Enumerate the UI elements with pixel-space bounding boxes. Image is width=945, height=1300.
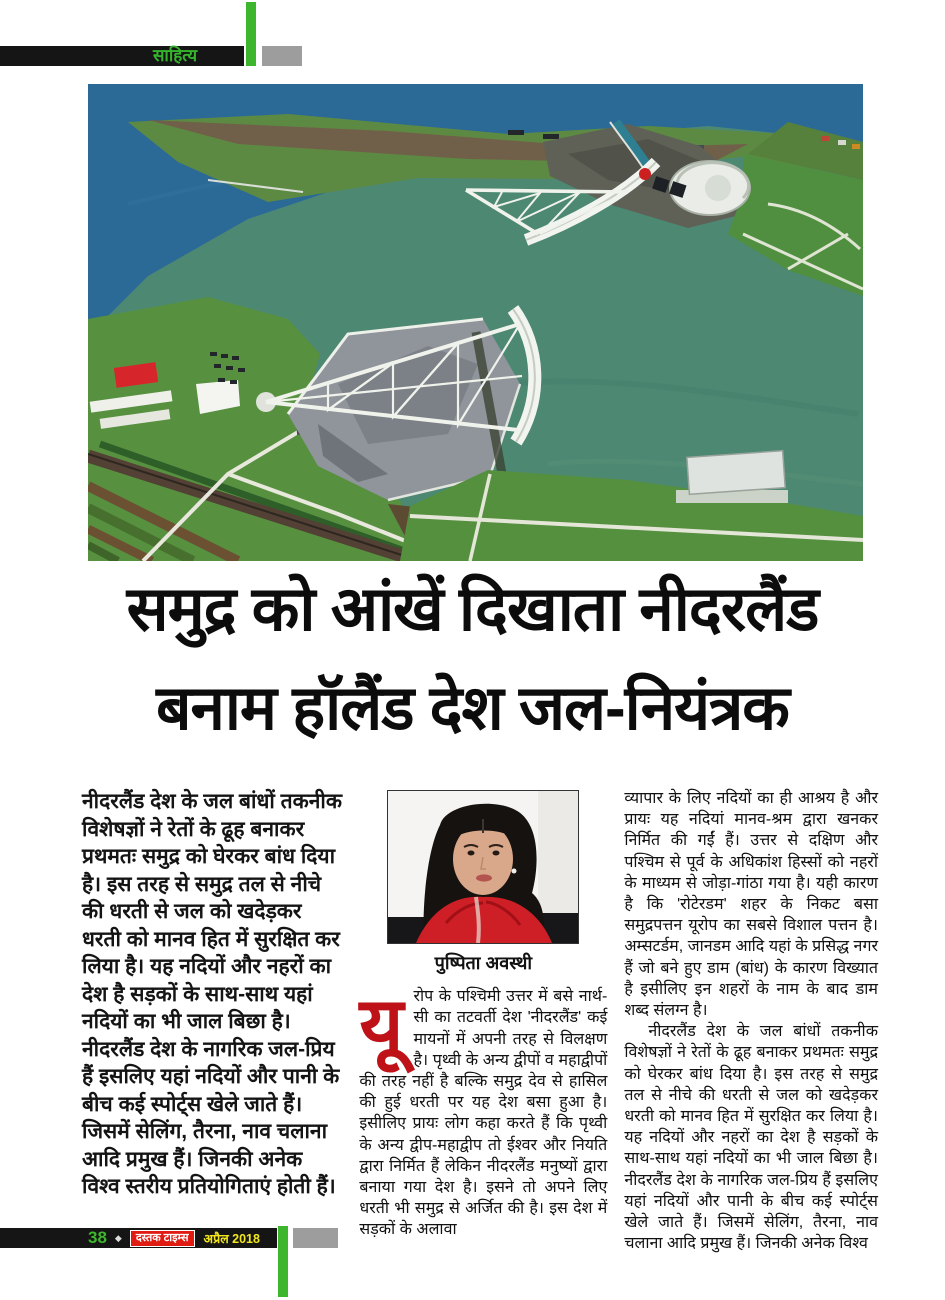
article-body [82, 788, 878, 1254]
author-name: पुष्पिता अवस्थी [434, 953, 533, 973]
magazine-logo: दस्तक टाइम्स [130, 1230, 195, 1247]
issue-date: अप्रैल 2018 [203, 1231, 260, 1246]
column3-paragraph-2: नीदरलैंड देश के जल बांधों तकनीक विशेषज्ञों ने रेतों के ढूह बनाकर प्रथमतः समुद्र को घेरकर बांध दिया है। इस तरह से समुद्र तल से नीचे की धरती से जल को खदेड़कर धरती को मानव हित में सुरक्षित कर लिया है। यह नदियों और नहरों का देश है सड़कों के साथ-साथ यहां नदियों का भी जाल बिछा है। नीदरलैंड देश के नागरिक जल-प्रिय हैं इसलिए यहां नदियों और पानी के बीच कई स्पोर्ट्स खेले जाते हैं। जिसमें सेलिंग, तैरना, नाव चलाना आदि प्रमुख हैं। जिनकी अनेक विश्व [624, 1023, 878, 1253]
footer-gray-block [293, 1228, 338, 1248]
column2-text: रोप के पश्चिमी उत्तर में बसे नार्थ-सी का तटवर्ती देश 'नीदरलैंड' कई मायनों में अपनी तरह से विलक्षण है। पृथ्वी के अन्य द्वीपों व महाद्वीपों की तरह नहीं है बल्कि समुद्र देव से हासिल की हुई धरती पर यह देश बसा हुआ है। इसीलिए प्रायः लोग कहा करते हैं कि पृथ्वी के अन्य द्वीप-महाद्वीप तो ईश्वर और नियति द्वारा निर्मित हैं लेकिन नीदरलैंड मनुष्यों द्वारा बनाया गया देश है। इसने तो अपने लिए धरती भी समुद्र से अर्जित की है। इस देश में सड़कों के अलावा [359, 988, 608, 1239]
large-white-building [687, 451, 785, 495]
lead-paragraph: नीदरलैंड देश के जल बांधों तकनीक विशेषज्ञों ने रेतों के ढूह बनाकर प्रथमतः समुद्र को घेरकर बांध दिया है। इस तरह से समुद्र तल से नीचे की धरती से जल को खदेड़कर धरती को मानव हित में सुरक्षित कर लिया है। यह नदियों और नहरों का देश है सड़कों के साथ-साथ यहां नदियों का भी जाल बिछा है। नीदरलैंड देश के नागरिक जल-प्रिय हैं इसलिए यहां नदियों और पानी के बीच कई स्पोर्ट्स खेले जाते हैं। जिसमें सेलिंग, तैरना, नाव चलाना आदि प्रमुख हैं। जिनकी अनेक विश्व स्तरीय प्रतियोगिताएं होती हैं। [82, 790, 342, 1198]
header-gray-block [262, 46, 302, 66]
section-header-bar [0, 46, 244, 66]
section-label: साहित्य [152, 46, 198, 65]
article-headline [0, 560, 945, 758]
footer-green-bar [278, 1226, 288, 1297]
headline-line2: बनाम हॉलैंड देश जल-नियंत्रक [156, 674, 789, 743]
column3-paragraph-1: व्यापार के लिए नदियों का ही आश्रय है और प्रायः यह नदियां मानव-श्रम द्वारा खनकर निर्मित की गईं हैं। उत्तर से दक्षिण और पश्चिम से पूर्व के अधिकांश हिस्सों को नहरों के माध्यम से जोड़ा-गांठा गया है। यही कारण है कि 'रोटेरडम' शहर के निकट बसा समुद्रपत्तन यूरोप का सबसे विशाल पत्तन है। अम्सटर्डम, जानडम आदि यहां के प्रसिद्ध नगर हैं जो बने हुए डाम (बांध) के कारण विख्यात है इसीलिए इन शहरों के नाम के बाद डाम शब्द संलग्न है। [624, 790, 878, 1020]
page-number: 38 [88, 1228, 107, 1247]
right-column [624, 788, 878, 1254]
diamond-icon: ◆ [114, 1232, 122, 1243]
pivot-ball-joint [639, 168, 651, 180]
column2-paragraph [359, 983, 608, 1240]
middle-column [359, 788, 607, 1254]
lead-column [82, 788, 342, 1254]
footer-bar [0, 1228, 277, 1248]
storm-surge-barrier-photo [88, 84, 863, 561]
author-portrait-photo [387, 790, 579, 944]
header-green-bar [246, 2, 256, 66]
headline-line1: समुद्र को आंखें दिखाता नीदरलैंड [126, 575, 819, 644]
author-figure [387, 790, 579, 974]
drop-cap: यू [359, 983, 404, 1069]
aerial-photo-graphic [88, 84, 863, 561]
